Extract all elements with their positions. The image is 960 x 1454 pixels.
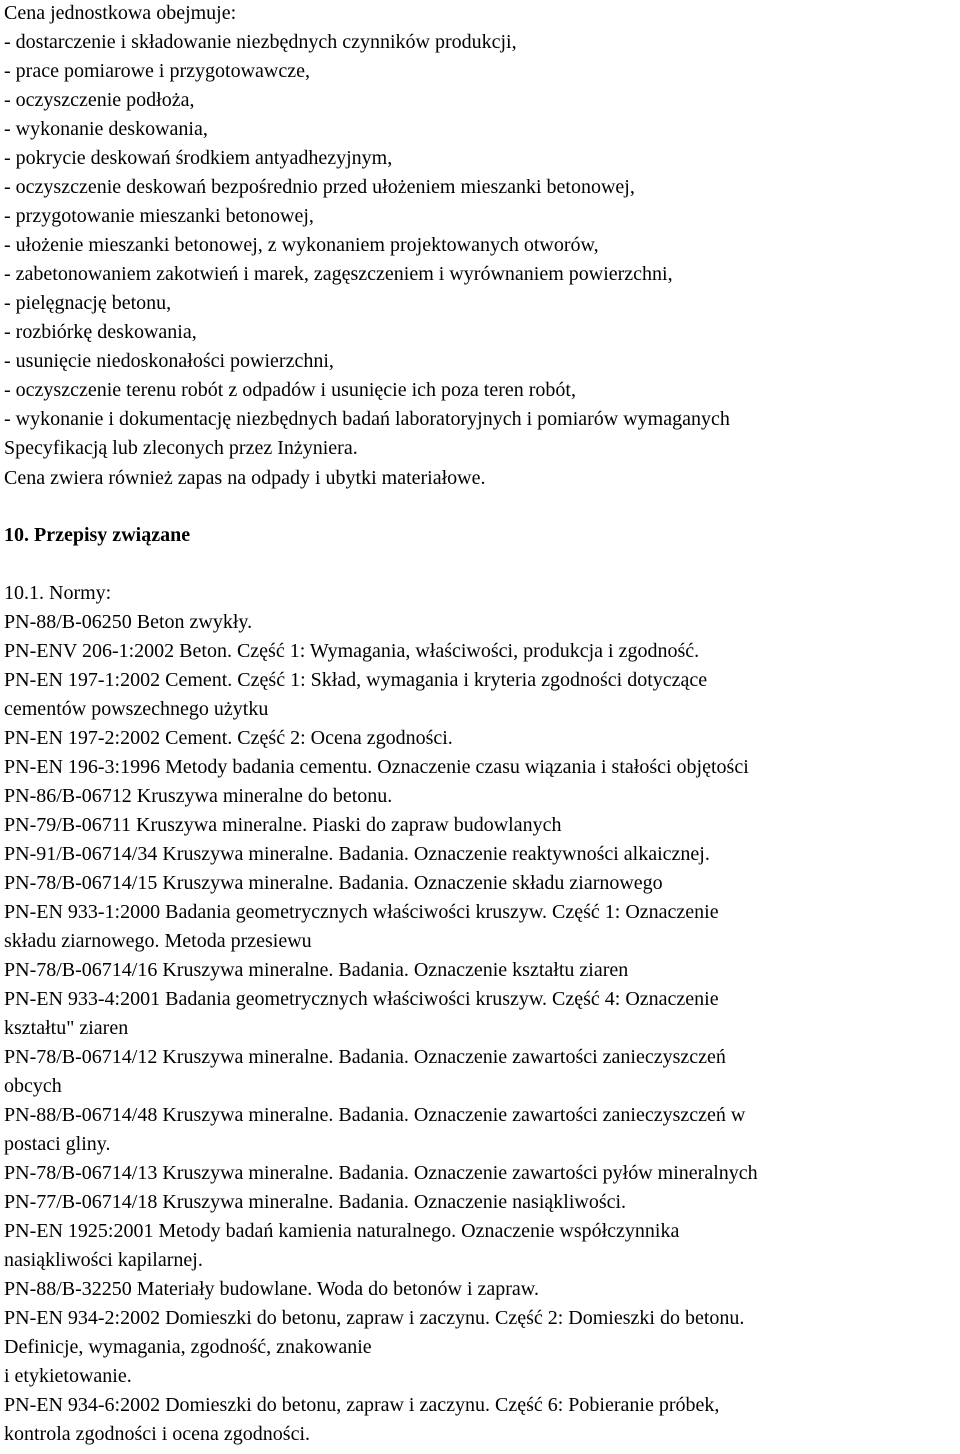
scope-item: Specyfikacją lub zleconych przez Inżyniera. (4, 437, 358, 459)
norm-line: PN-EN 197-1:2002 Cement. Część 1: Skład, wymagania i kryteria zgodności dotyczące (4, 669, 708, 691)
scope-item: - oczyszczenie terenu robót z odpadów i usunięcie ich poza teren robót, (4, 379, 576, 401)
norm-line: kontrola zgodności i ocena zgodności. (4, 1423, 311, 1445)
norm-line: składu ziarnowego. Metoda przesiewu (4, 930, 312, 952)
norm-line: nasiąkliwości kapilarnej. (4, 1249, 203, 1271)
norm-line: PN-EN 933-4:2001 Badania geometrycznych właściwości kruszyw. Część 4: Oznaczenie (4, 988, 719, 1010)
norm-line: kształtu" ziaren (4, 1017, 129, 1039)
norm-line: PN-79/B-06711 Kruszywa mineralne. Piaski do zapraw budowlanych (4, 814, 562, 836)
norm-line: i etykietowanie. (4, 1365, 132, 1387)
norm-line: PN-78/B-06714/12 Kruszywa mineralne. Badania. Oznaczenie zawartości zanieczyszczeń (4, 1046, 726, 1068)
section-title: 10. Przepisy związane (4, 524, 191, 546)
norm-line: PN-EN 196-3:1996 Metody badania cementu. Oznaczenie czasu wiązania i stałości objętości (4, 756, 749, 778)
scope-item: - wykonanie deskowania, (4, 118, 208, 140)
norm-line: PN-78/B-06714/16 Kruszywa mineralne. Badania. Oznaczenie kształtu ziaren (4, 959, 629, 981)
scope-item: - oczyszczenie deskowań bezpośrednio przed ułożeniem mieszanki betonowej, (4, 176, 635, 198)
norm-line: PN-77/B-06714/18 Kruszywa mineralne. Badania. Oznaczenie nasiąkliwości. (4, 1191, 627, 1213)
scope-item: - usunięcie niedoskonałości powierzchni, (4, 350, 334, 372)
scope-item: - dostarczenie i składowanie niezbędnych czynników produkcji, (4, 31, 517, 53)
scope-item: - przygotowanie mieszanki betonowej, (4, 205, 314, 227)
norm-line: PN-88/B-06714/48 Kruszywa mineralne. Badania. Oznaczenie zawartości zanieczyszczeń w (4, 1104, 746, 1126)
norm-line: PN-EN 933-1:2000 Badania geometrycznych właściwości kruszyw. Część 1: Oznaczenie (4, 901, 719, 923)
norm-line: PN-88/B-32250 Materiały budowlane. Woda do betonów i zapraw. (4, 1278, 539, 1300)
norm-line: PN-86/B-06712 Kruszywa mineralne do betonu. (4, 785, 393, 807)
scope-item: - wykonanie i dokumentację niezbędnych badań laboratoryjnych i pomiarów wymaganych (4, 408, 730, 430)
norm-line: PN-78/B-06714/15 Kruszywa mineralne. Badania. Oznaczenie składu ziarnowego (4, 872, 663, 894)
norm-line: PN-78/B-06714/13 Kruszywa mineralne. Badania. Oznaczenie zawartości pyłów mineralnych (4, 1162, 758, 1184)
scope-item: - rozbiórkę deskowania, (4, 321, 197, 343)
subsection-title: 10.1. Normy: (4, 582, 112, 604)
scope-item: - pokrycie deskowań środkiem antyadhezyjnym, (4, 147, 393, 169)
norm-line: PN-EN 934-2:2002 Domieszki do betonu, zapraw i zaczynu. Część 2: Domieszki do betonu. (4, 1307, 745, 1329)
norm-line: PN-91/B-06714/34 Kruszywa mineralne. Badania. Oznaczenie reaktywności alkaicznej. (4, 843, 710, 865)
norm-line: PN-EN 1925:2001 Metody badań kamienia naturalnego. Oznaczenie współczynnika (4, 1220, 680, 1242)
scope-item: - prace pomiarowe i przygotowawcze, (4, 60, 310, 82)
norm-line: cementów powszechnego użytku (4, 698, 269, 720)
norm-line: obcych (4, 1075, 62, 1097)
norm-line: postaci gliny. (4, 1133, 111, 1155)
scope-item: - oczyszczenie podłoża, (4, 89, 195, 111)
scope-item: - ułożenie mieszanki betonowej, z wykonaniem projektowanych otworów, (4, 234, 599, 256)
unit-price-note: Cena zwiera również zapas na odpady i ubytki materiałowe. (4, 467, 486, 489)
norm-line: PN-88/B-06250 Beton zwykły. (4, 611, 253, 633)
scope-item: - pielęgnację betonu, (4, 292, 172, 314)
norm-line: PN-EN 934-6:2002 Domieszki do betonu, zapraw i zaczynu. Część 6: Pobieranie próbek, (4, 1394, 720, 1416)
norm-line: Definicje, wymagania, zgodność, znakowanie (4, 1336, 372, 1358)
scope-item: - zabetonowaniem zakotwień i marek, zagęszczeniem i wyrównaniem powierzchni, (4, 263, 673, 285)
norm-line: PN-ENV 206-1:2002 Beton. Część 1: Wymagania, właściwości, produkcja i zgodność. (4, 640, 700, 662)
norm-line: PN-EN 197-2:2002 Cement. Część 2: Ocena zgodności. (4, 727, 453, 749)
unit-price-intro: Cena jednostkowa obejmuje: (4, 2, 237, 24)
